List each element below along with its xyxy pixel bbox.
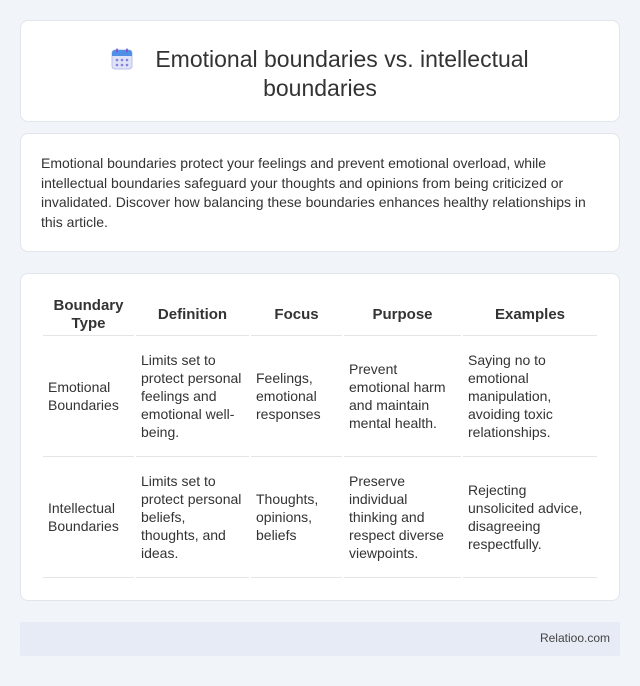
header-purpose: Purpose [344,294,461,336]
table-header-row [43,294,597,336]
footer-bar [20,622,620,656]
header-definition: Definition [136,294,249,336]
comparison-table [41,294,599,578]
table-row [43,336,597,457]
cell-purpose: Preserve individual thinking and respect diverse viewpoints. [344,457,461,578]
cell-examples: Rejecting unsolicited advice, disagreeing respectfully. [463,457,597,578]
page-title [21,45,619,103]
calendar-icon [111,48,133,70]
header-boundary-type: Boundary Type [43,294,134,336]
header-focus: Focus [251,294,342,336]
page-title-text: Emotional boundaries vs. intellectual boundaries [155,46,529,101]
cell-definition: Limits set to protect personal feelings and emotional well-being. [136,336,249,457]
cell-definition: Limits set to protect personal beliefs, thoughts, and ideas. [136,457,249,578]
title-card [20,20,620,122]
footer-brand-link[interactable]: Relatioo.com [539,631,610,645]
cell-type: Intellectual Boundaries [43,457,134,578]
intro-card [20,133,620,252]
comparison-table-card [20,273,620,601]
cell-purpose: Prevent emotional harm and maintain mental health. [344,336,461,457]
cell-focus: Thoughts, opinions, beliefs [251,457,342,578]
cell-focus: Feelings, emotional responses [251,336,342,457]
table-row [43,457,597,578]
cell-type: Emotional Boundaries [43,336,134,457]
intro-paragraph: Emotional boundaries protect your feelings and prevent emotional overload, while intellectual boundaries safeguard your thoughts and opinions from being criticized or invalidated. Discover how balancing these boundaries enhances healthy relationships in this article. [41,155,586,230]
header-examples: Examples [463,294,597,336]
cell-examples: Saying no to emotional manipulation, avoiding toxic relationships. [463,336,597,457]
